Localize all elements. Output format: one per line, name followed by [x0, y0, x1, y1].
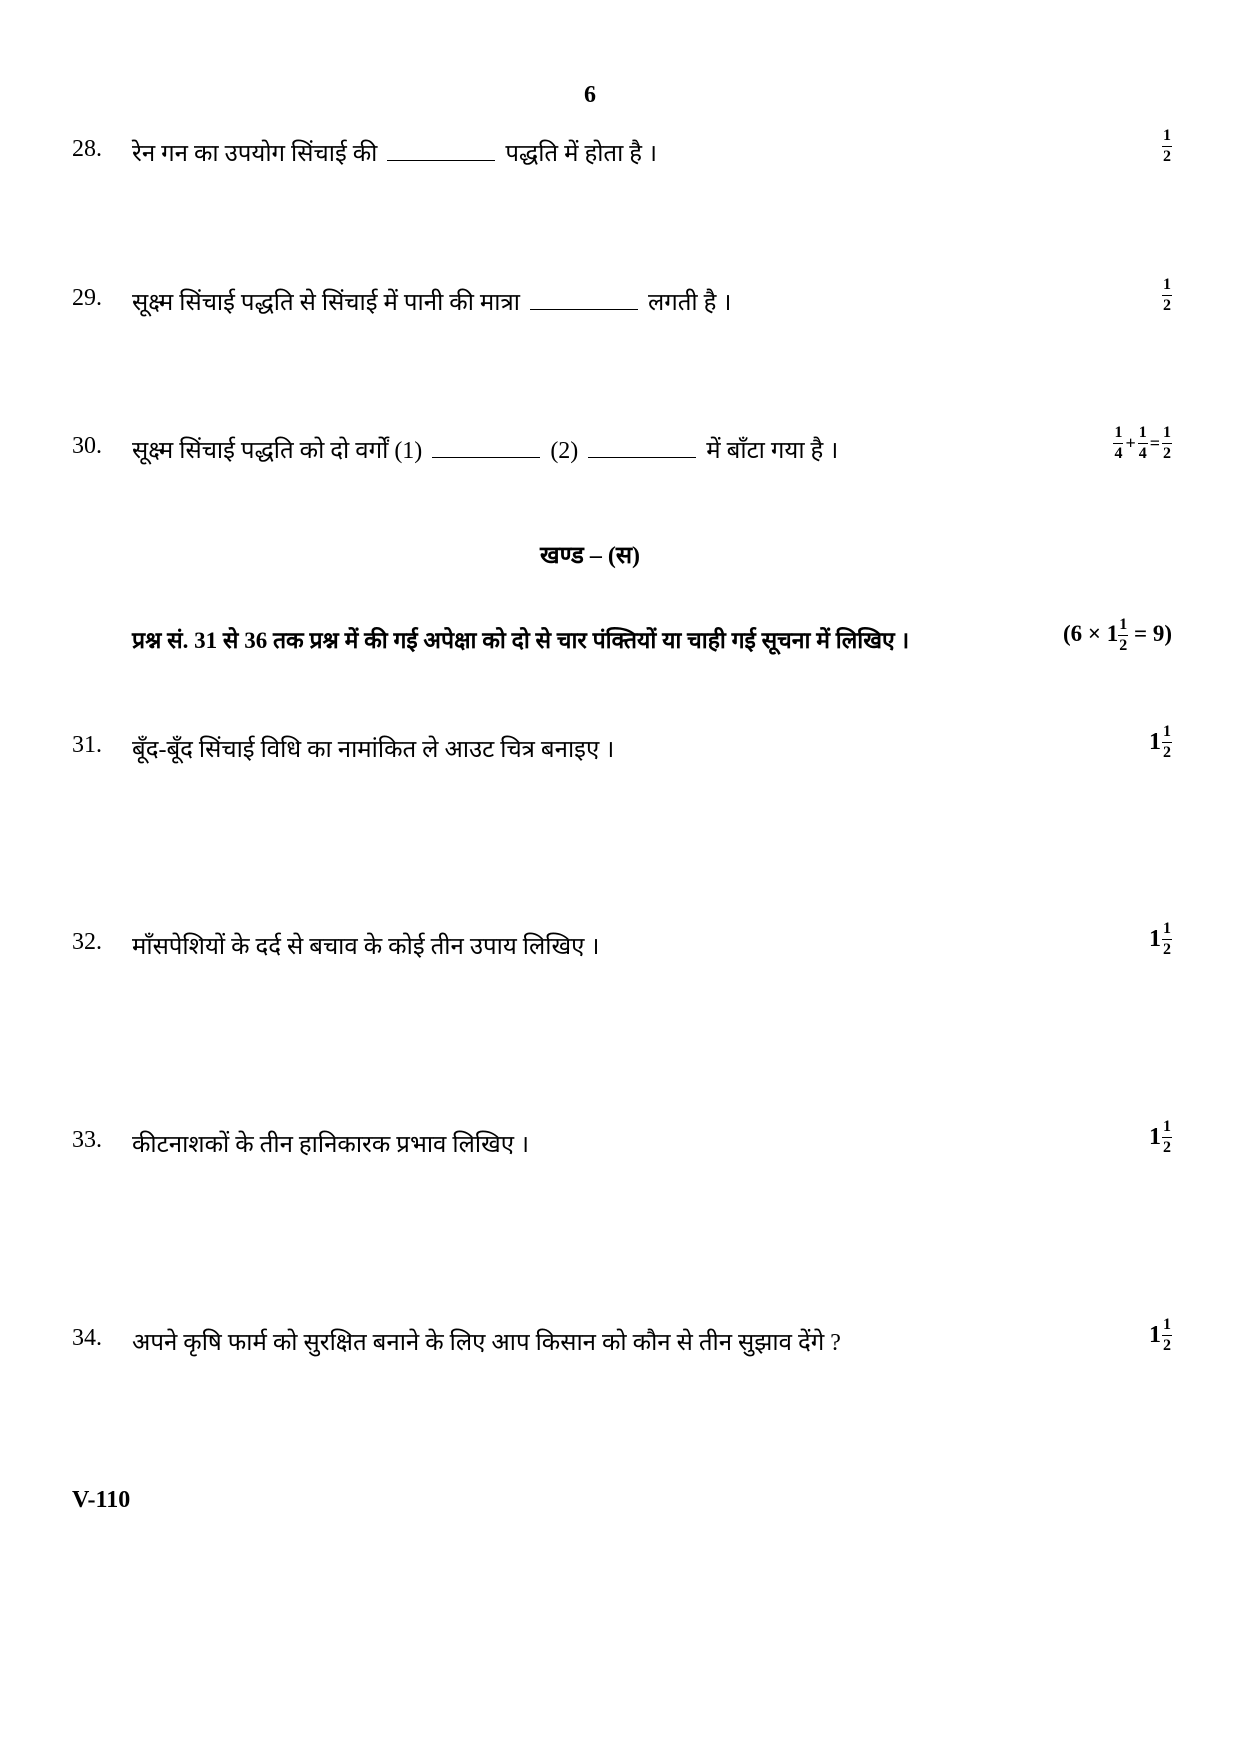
question-number: 28.	[72, 136, 102, 162]
question-number: 29.	[72, 285, 102, 311]
question-marks: 1 $\frac{1}{2}$	[1149, 1118, 1171, 1156]
question-text: सूक्ष्म सिंचाई पद्धति को दो वर्गों (1) (2) में बाँटा गया है ।	[132, 438, 839, 464]
question-number: 30.	[72, 433, 102, 459]
question-text: रेन गन का उपयोग सिंचाई की पद्धति में होता है ।	[132, 141, 658, 167]
question-marks: 1 $\frac{1}{2}$	[1149, 723, 1171, 761]
fill-blank	[530, 291, 638, 310]
question-number: 32.	[72, 929, 102, 955]
question-marks: 1 $\frac{1}{2}$	[1149, 920, 1171, 958]
question-number: 33.	[72, 1127, 102, 1153]
question-marks: $\frac{1}{2}$	[1163, 127, 1171, 165]
question-number: 34.	[72, 1325, 102, 1351]
question-text: माँसपेशियों के दर्द से बचाव के कोई तीन उपाय लिखिए ।	[132, 934, 600, 960]
question-text: बूँद-बूँद सिंचाई विधि का नामांकित ले आउट चित्र बनाइए ।	[132, 737, 615, 763]
fill-blank	[432, 439, 540, 458]
fill-blank	[387, 142, 495, 161]
section-title: खण्ड – (स)	[539, 543, 641, 569]
question-text: अपने कृषि फार्म को सुरक्षित बनाने के लिए आप किसान को कौन से तीन सुझाव देंगे ?	[132, 1330, 841, 1356]
question-text: सूक्ष्म सिंचाई पद्धति से सिंचाई में पानी की मात्रा लगती है ।	[132, 290, 732, 316]
section-marks: (6 × 1 $\frac{1}{2}$ = 9)	[1062, 616, 1172, 654]
section-instruction: प्रश्न सं. 31 से 36 तक प्रश्न में की गई अपेक्षा को दो से चार पंक्तियों या चाही गई सूचना में लिखिए । (6 × 1 $\frac{1}{2}$ = 9)	[132, 616, 1172, 654]
fill-blank	[588, 439, 696, 458]
question-number: 31.	[72, 732, 102, 758]
question-marks: 1 $\frac{1}{2}$	[1149, 1316, 1171, 1354]
page-number: 6	[584, 82, 596, 108]
question-marks: $\frac{1}{2}$	[1163, 276, 1171, 314]
question-marks: $\frac{1}{4}$ + $\frac{1}{4}$ = $\frac{1}{2}$	[1114, 424, 1171, 462]
question-text: कीटनाशकों के तीन हानिकारक प्रभाव लिखिए ।	[132, 1132, 530, 1158]
paper-code: V-110	[72, 1487, 131, 1513]
